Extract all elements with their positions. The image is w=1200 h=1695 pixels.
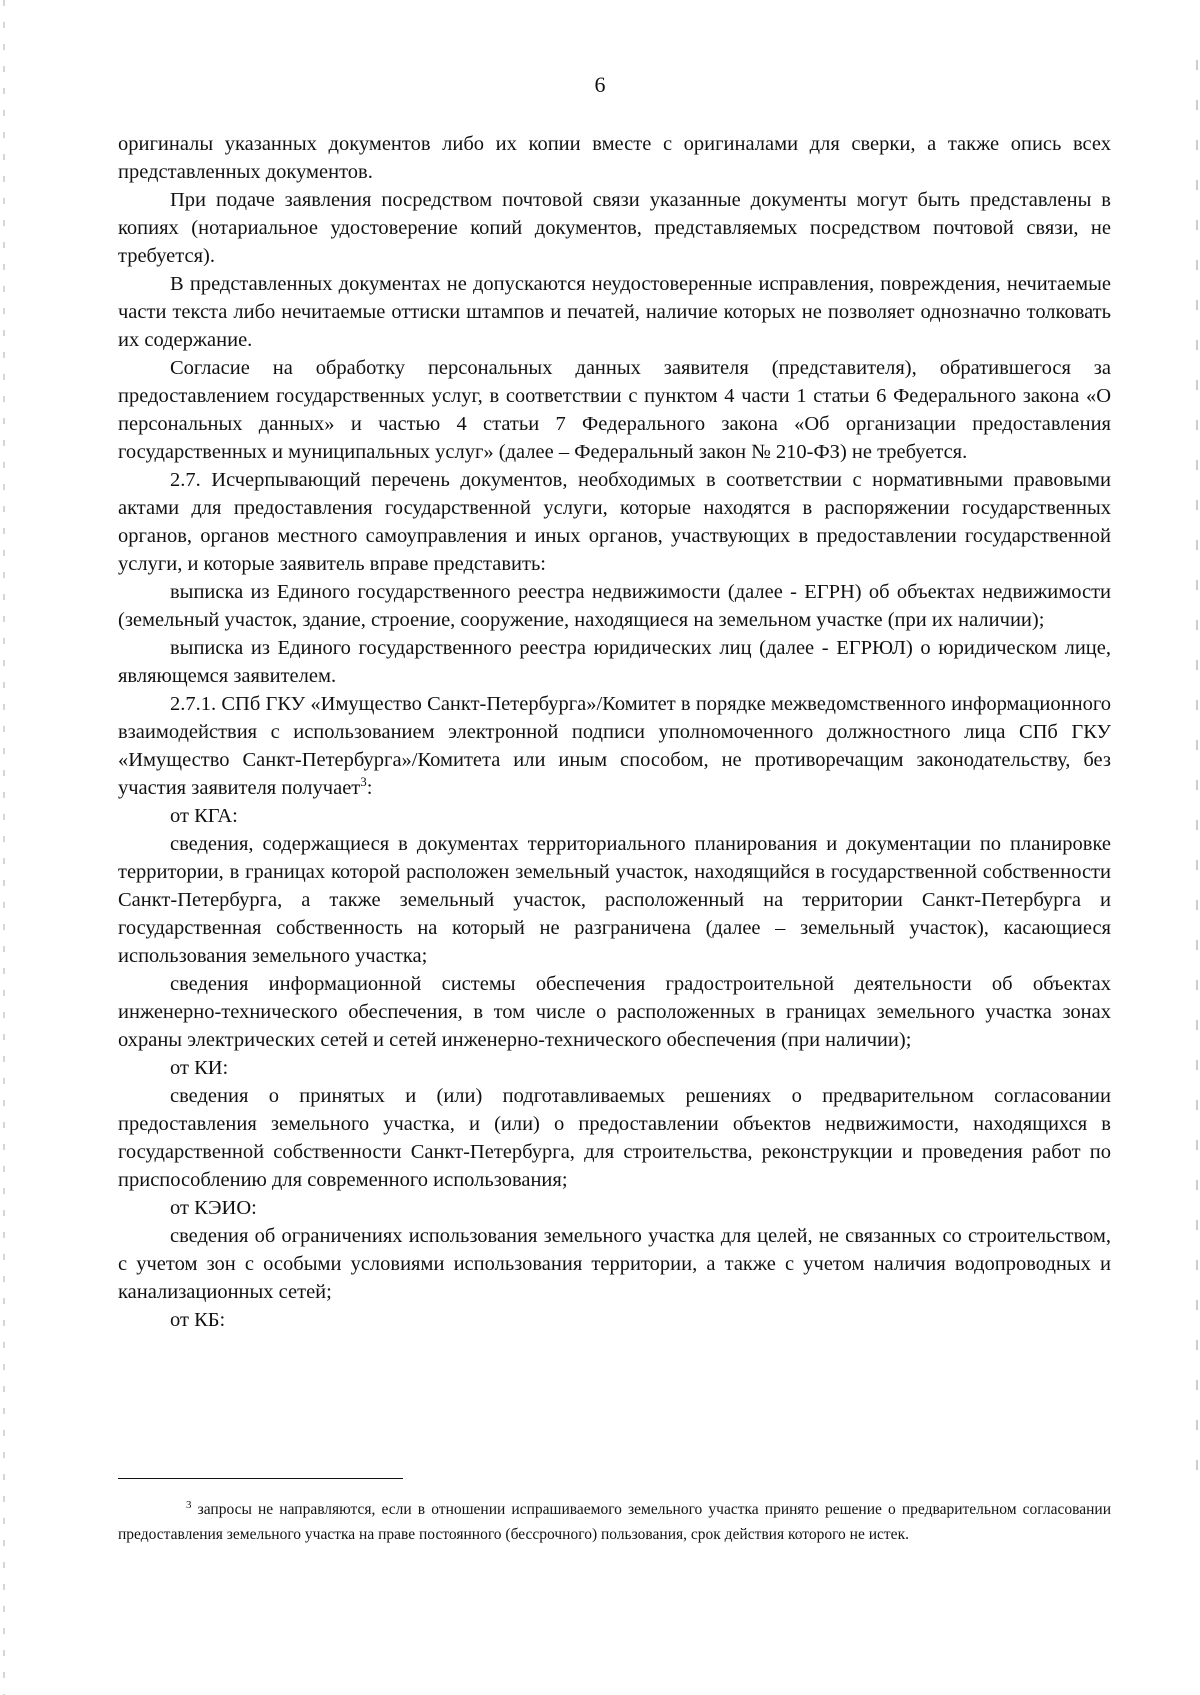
paragraph-decisions: сведения о принятых и (или) подготавливаемых решениях о предварительном согласовании предоставления земельного участка, и (или) о предоставлении объектов недвижимости, находящихся в государственной собственности Санкт-Петербурга, для строительства, реконструкции и проведения работ по приспособлению для современного использования; (118, 1085, 1111, 1191)
document-body (118, 130, 1111, 1334)
scan-edge-left (3, 0, 5, 1695)
paragraph-2-7: 2.7. Исчерпывающий перечень документов, необходимых в соответствии с нормативными правовыми актами для предоставления государственной услуги, которые находятся в распоряжении государственных органов, органов местного самоуправления и иных органов, участвующих в предоставлении государственной услуги, и которые заявитель вправе представить: (118, 469, 1111, 575)
heading-from-keio: от КЭИО: (170, 1197, 257, 1219)
paragraph-originals: оригиналы указанных документов либо их копии вместе с оригиналами для сверки, а также опись всех представленных документов. (118, 133, 1111, 183)
paragraph-egrn-extract: выписка из Единого государственного реестра недвижимости (далее - ЕГРН) об объектах недвижимости (земельный участок, здание, строение, сооружение, находящиеся на земельном участке (при их наличии); (118, 581, 1111, 631)
footnote-body: запросы не направляются, если в отношении испрашиваемого земельного участка принято решение о предварительном согласовании предоставления земельного участка на праве постоянного (бессрочного) пользования, срок действия которого не истек. (118, 1501, 1111, 1543)
page-number: 6 (594, 72, 606, 97)
paragraph-2-7-1-text: 2.7.1. СПб ГКУ «Имущество Санкт-Петербурга»/Комитет в порядке межведомственного информационного взаимодействия с использованием электронной подписи уполномоченного должностного лица СПб ГКУ «Имущество Санкт-Петербурга»/Комитета или иным способом, не противоречащим законодательству, без участия заявителя получает (118, 693, 1111, 799)
paragraph-no-corrections: В представленных документах не допускаются неудостоверенные исправления, повреждения, нечитаемые части текста либо нечитаемые оттиски штампов и печатей, наличие которых не позволяет однозначно толковать их содержание. (118, 273, 1111, 351)
footnote (118, 1497, 1111, 1547)
heading-from-kga: от КГА: (170, 805, 238, 827)
paragraph-engineering-info: сведения информационной системы обеспечения градостроительной деятельности об объектах инженерно-технического обеспечения, в том числе о расположенных в границах земельного участка зонах охраны электрических сетей и сетей инженерно-технического обеспечения (при наличии); (118, 973, 1111, 1051)
paragraph-2-7-1-tail: : (366, 777, 373, 799)
heading-from-ki: от КИ: (170, 1057, 229, 1079)
paragraph-personal-data-consent: Согласие на обработку персональных данных заявителя (представителя), обратившегося за предоставлением государственных услуг, в соответствии с пунктом 4 части 1 статьи 6 Федерального закона «О персональных данных» и частью 4 статьи 7 Федерального закона «Об организации предоставления государственных и муниципальных услуг» (далее – Федеральный закон № 210-ФЗ) не требуется. (118, 357, 1111, 463)
footnote-mark: 3 (186, 1498, 192, 1511)
paragraph-restrictions: сведения об ограничениях использования земельного участка для целей, не связанных со строительством, с учетом зон с особыми условиями использования территории, а также с учетом наличия водопроводных и канализационных сетей; (118, 1225, 1111, 1303)
footnote-reference: 3 (360, 774, 367, 790)
paragraph-postal-submission: При подаче заявления посредством почтовой связи указанные документы могут быть представлены в копиях (нотариальное удостоверение копий документов, представляемых посредством почтовой связи, не требуется). (118, 189, 1111, 267)
paragraph-2-7-1 (118, 690, 1111, 802)
heading-from-kb: от КБ: (170, 1309, 226, 1331)
paragraph-egrul-extract: выписка из Единого государственного реестра юридических лиц (далее - ЕГРЮЛ) о юридическом лице, являющемся заявителем. (118, 637, 1111, 687)
footnote-divider (118, 1478, 403, 1479)
paragraph-territorial-planning: сведения, содержащиеся в документах территориального планирования и документации по планировке территории, в границах которой расположен земельный участок, находящийся в государственной собственности Санкт-Петербурга, а также земельный участок, расположенный на территории Санкт-Петербурга и государственная собственность на который не разграничена (далее – земельный участок), касающиеся использования земельного участка; (118, 833, 1111, 967)
scan-edge-right (1196, 60, 1198, 1480)
footnote-text (118, 1497, 1111, 1547)
